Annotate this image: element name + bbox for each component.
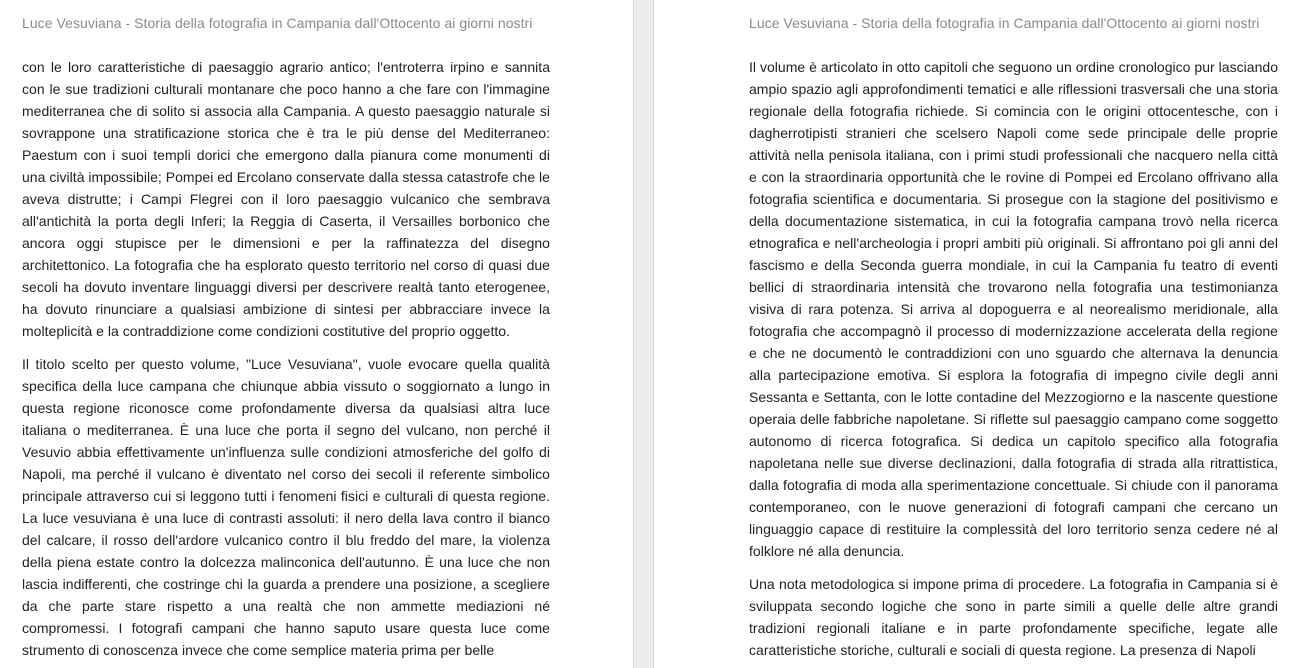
running-head-left: Luce Vesuviana - Storia della fotografia in Campania dall'Ottocento ai giorni nostri [22,15,533,31]
left-page [0,0,634,668]
right-page [653,0,1301,668]
paragraph: Il titolo scelto per questo volume, "Luce Vesuviana", vuole evocare quella qualità specifica della luce campana che chiunque abbia vissuto o soggiornato a lungo in questa regione riconosce come profondamente diversa da qualsiasi altra luce italiana o mediterranea. È una luce che porta il segno del vulcano, non perché il Vesuvio abbia effettivamente un'influenza sulle condizioni atmosferiche del golfo di Napoli, ma perché il vulcano è diventato nel corso dei secoli il referente simbolico principale attraverso cui si leggono tutti i fenomeni fisici e culturali di questa regione. La luce vesuviana è una luce di contrasti assoluti: il nero della lava contro il bianco del calcare, il rosso dell'ardore vulcanico contro il blu freddo del mare, la violenza della piena estate contro la dolcezza malinconica dell'autunno. È una luce che non lascia indifferenti, che costringe chi la guarda a prendere una posizione, a scegliere da che parte stare rispetto a una realtà che non ammette mediazioni né compromessi. I fotografi campani che hanno saputo usare questa luce come strumento di conoscenza invece che come semplice materia prima per belle [22,356,550,658]
paragraph: Una nota metodologica si impone prima di procedere. La fotografia in Campania si è sviluppata secondo logiche che sono in parte simili a quelle delle altre grandi tradizioni regionali italiane e in parte profondamente specifiche, legate alle caratteristiche storiche, culturali e sociali di questa regione. La presenza di Napoli [749,576,1278,658]
page-gutter [634,0,653,668]
running-head-right: Luce Vesuviana - Storia della fotografia in Campania dall'Ottocento ai giorni nostri [749,15,1260,31]
right-page-body [749,56,1278,661]
paragraph: Il volume è articolato in otto capitoli che seguono un ordine cronologico pur lasciando ampio spazio agli approfondimenti tematici e alle riflessioni trasversali che una storia regionale della fotografia richiede. Si comincia con le origini ottocentesche, con i dagherrotipisti stranieri che scelsero Napoli come sede principale delle proprie attività nella penisola italiana, con i primi studi professionali che nacquero nella città e con la straordinaria opportunità che le rovine di Pompei ed Ercolano offrivano alla fotografia scientifica e documentaria. Si prosegue con la stagione del positivismo e della documentazione sistematica, in cui la fotografia campana trovò nella ricerca etnografica e nell'archeologia i propri ambiti più originali. Si affrontano poi gli anni del fascismo e della Seconda guerra mondiale, in cui la Campania fu teatro di eventi bellici di straordinaria intensità che trovarono nella fotografia una testimonianza visiva di rara potenza. Si arriva al dopoguerra e al neorealismo meridionale, alla fotografia che accompagnò il processo di modernizzazione accelerata della regione e che ne documentò le contraddizioni con uno sguardo che alternava la denuncia alla partecipazione emotiva. Si esplora la fotografia di impegno civile degli anni Sessanta e Settanta, con le lotte contadine del Mezzogiorno e la nascente questione operaia delle fabbriche napoletane. Si riflette sul paesaggio campano come soggetto autonomo di ricerca fotografica. Si dedica un capitolo specifico alla fotografia napoletana nelle sue diverse declinazioni, dalla fotografia di strada alla ritrattistica, dalla fotografia di moda alla sperimentazione concettuale. Si chiude con il panorama contemporaneo, con le nuove generazioni di fotografi campani che cercano un linguaggio capace di restituire la complessità del loro territorio senza cedere né al folklore né alla denuncia. [749,59,1278,559]
paragraph: con le loro caratteristiche di paesaggio agrario antico; l'entroterra irpino e sannita con le sue tradizioni culturali montanare che poco hanno a che fare con l'immagine mediterranea che di solito si associa alla Campania. A questo paesaggio naturale si sovrappone una stratificazione storica che è tra le più dense del Mediterraneo: Paestum con i suoi templi dorici che emergono dalla pianura come monumenti di una civiltà impossibile; Pompei ed Ercolano conservate dalla stessa catastrofe che le aveva distrutte; i Campi Flegrei con il loro paesaggio vulcanico che sembrava all'antichità la porta degli Inferi; la Reggia di Caserta, il Versailles borbonico che ancora oggi stupisce per le dimensioni e per la raffinatezza del disegno architettonico. La fotografia che ha esplorato questo territorio nel corso di quasi due secoli ha dovuto inventare linguaggi diversi per descrivere realtà tanto eterogenee, ha dovuto rinunciare a qualsiasi ambizione di sintesi per abbracciare invece la molteplicità e la contraddizione come condizioni costitutive del proprio oggetto. [22,59,550,339]
left-page-body [22,56,550,661]
